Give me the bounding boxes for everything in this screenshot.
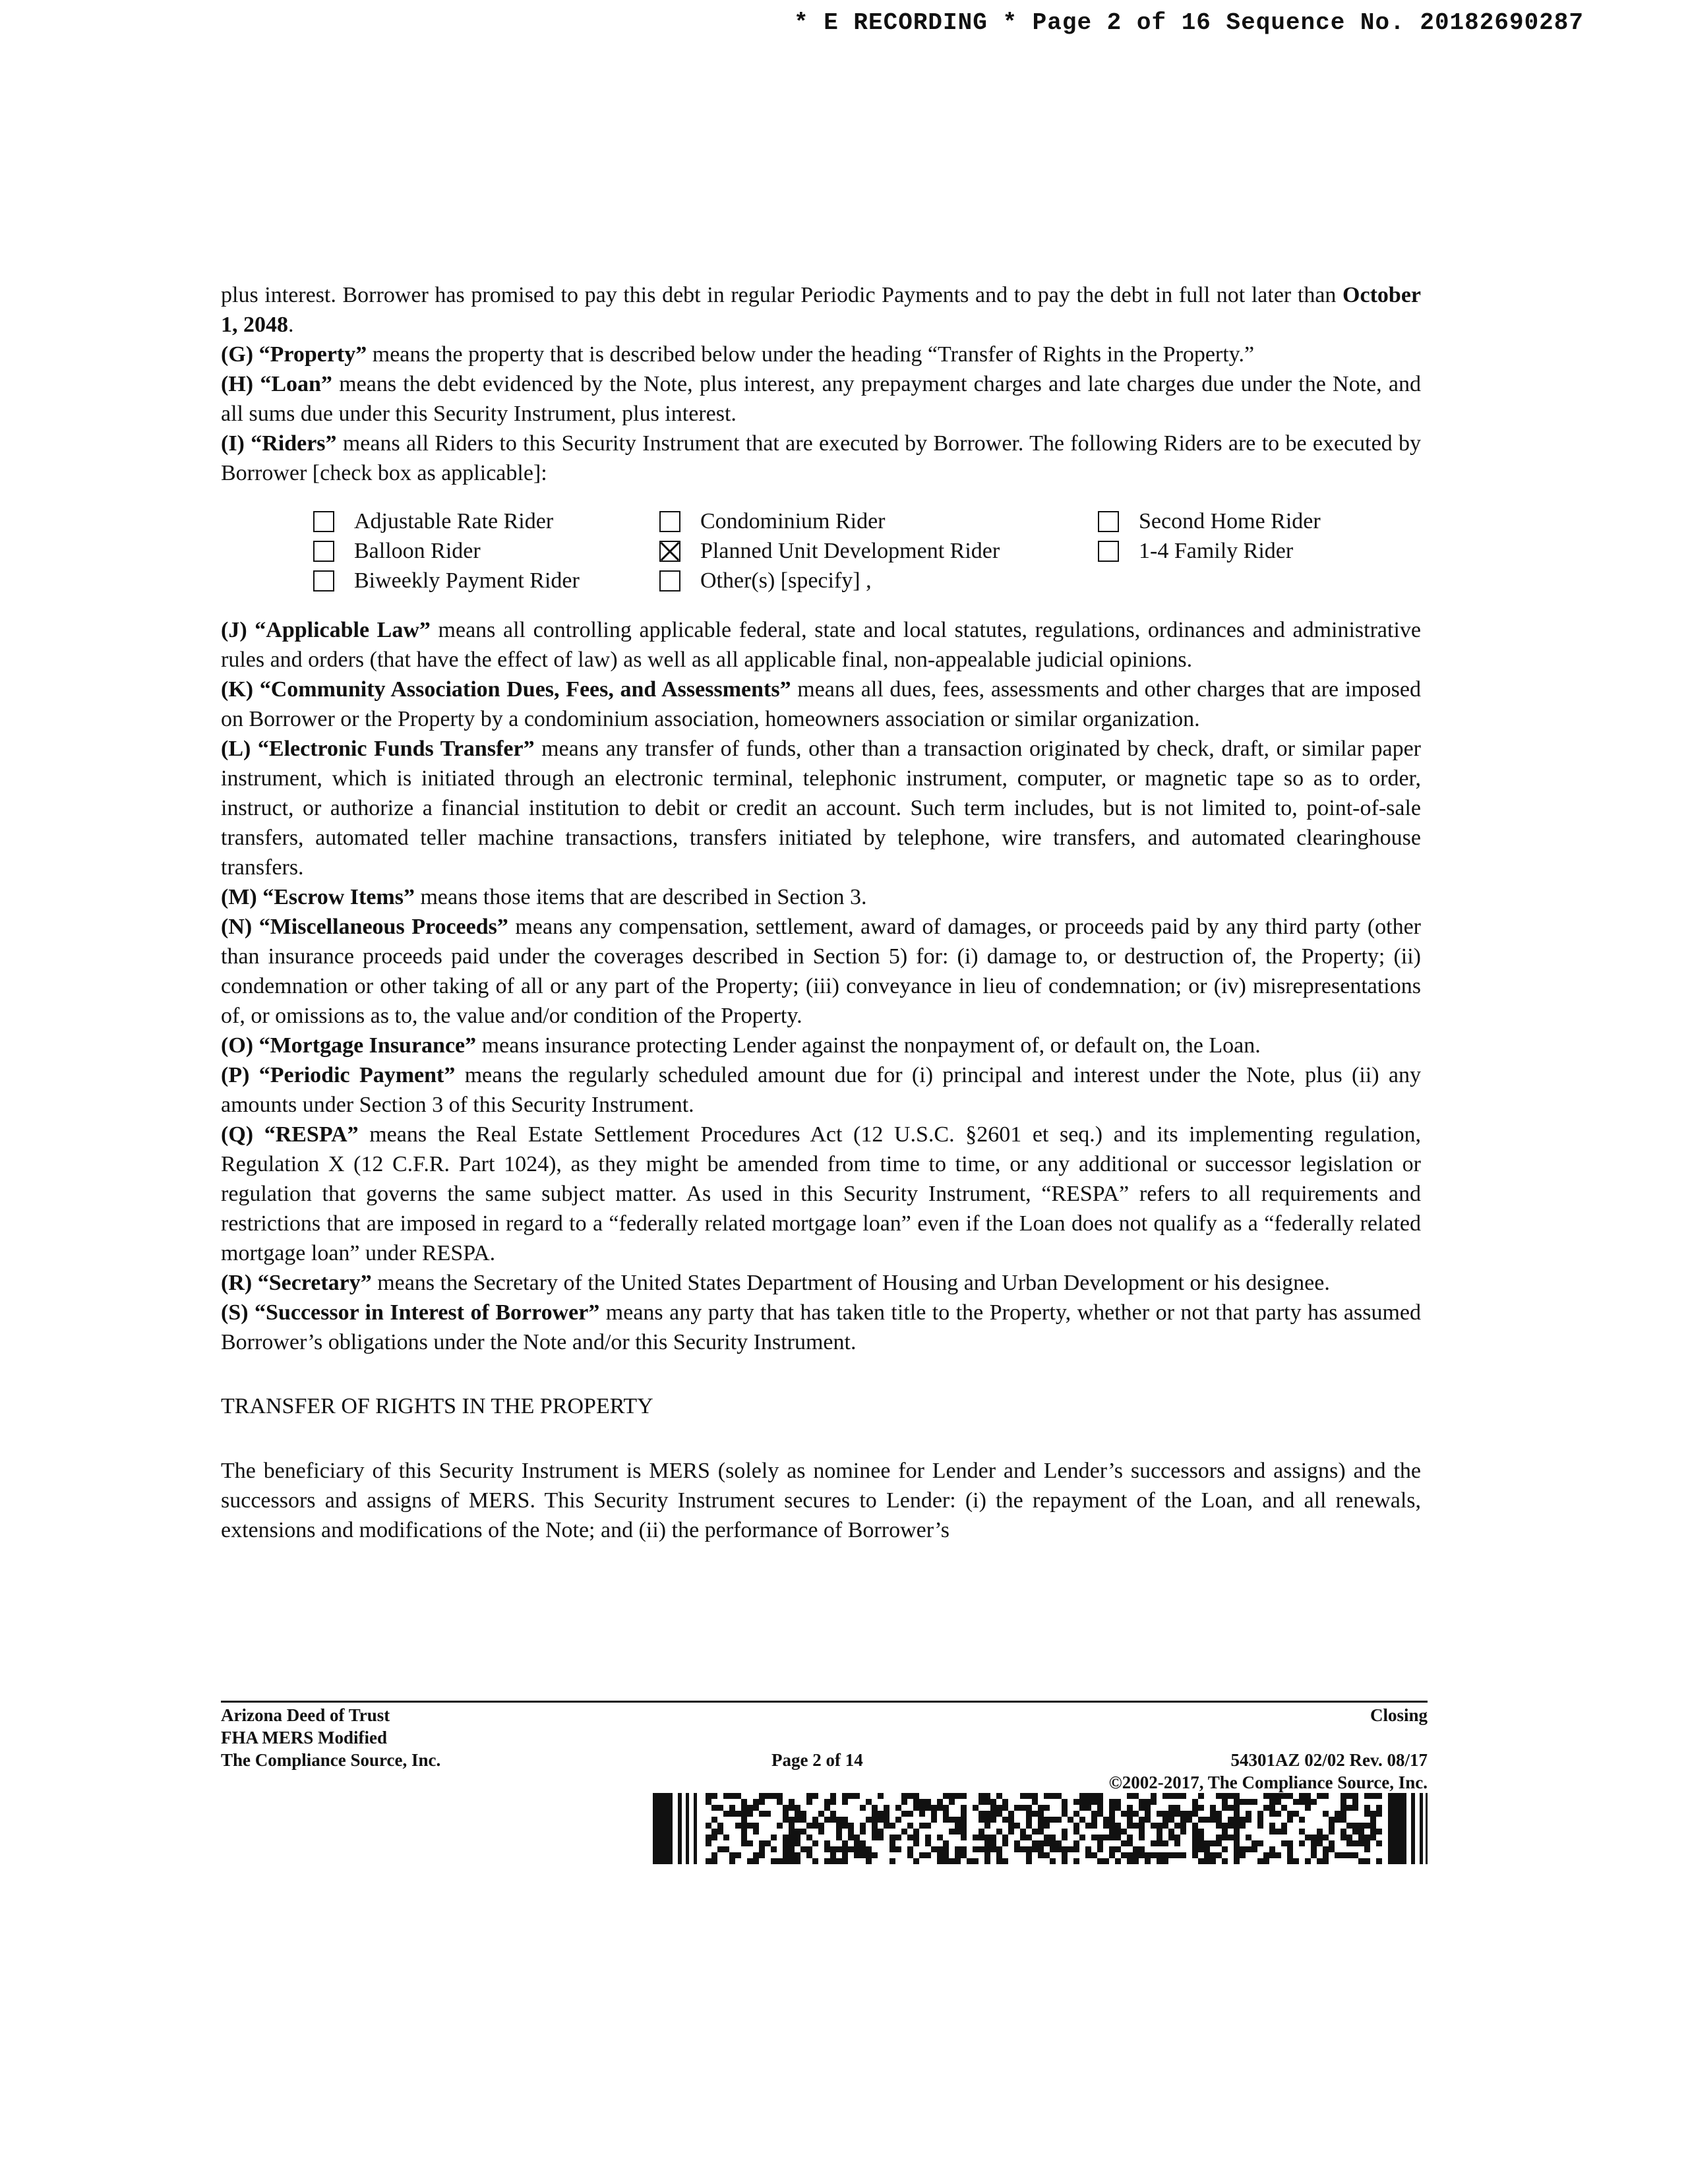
definition-text: means insurance protecting Lender against the nonpayment of, or default on, the Loan. [476, 1033, 1261, 1058]
paragraph-text: plus interest. Borrower has promised to pay this debt in regular Periodic Payments and to pay the debt in full not later than [221, 283, 1343, 307]
paragraph-f-continued [221, 280, 1421, 340]
definition-text: means the regularly scheduled amount due for (i) principal and interest under the Note, plus (ii) any amounts under Section 3 of this Security Instrument. [221, 1063, 1422, 1117]
definition-paragraph [221, 429, 1421, 488]
rider-label: Balloon Rider [354, 539, 481, 563]
definition-term: (P) “Periodic Payment” [221, 1063, 456, 1087]
definition-text: means the debt evidenced by the Note, plus interest, any prepayment charges and late charges due under the Note, and all sums due under this Security Instrument, plus interest. [221, 372, 1421, 426]
definition-paragraph [221, 675, 1421, 734]
rider-label: Second Home Rider [1139, 509, 1321, 533]
definition-paragraph [221, 1031, 1421, 1060]
transfer-paragraph: The beneficiary of this Security Instrument is MERS (solely as nominee for Lender and Lender’s successors and assigns) and the successors and assigns of MERS. This Security Instrument secures to Lender: (i) the repayment of the Loan, and all renewals, extensions and modifications of the Note; and (ii) the performance of Borrower’s [221, 1459, 1421, 1542]
rider-option[interactable] [313, 566, 659, 595]
definition-paragraph [221, 1298, 1421, 1357]
barcode-graphic [653, 1792, 1428, 1866]
definition-text: means all dues, fees, assessments and other charges that are imposed on Borrower or the Property by a condominium association, homeowners association or similar organization. [221, 677, 1422, 731]
footer-form-title: Arizona Deed of Trust [221, 1705, 390, 1725]
definition-text: means any transfer of funds, other than a transaction originated by check, draft, or similar paper instrument, which is initiated through an electronic terminal, telephonic instrument, computer, or magnetic tape so as to order, instruct, or authorize a financial institution to debit or credit an account. Such term includes, but is not limited to, point-of-sale transfers, automated teller machine transactions, transfers initiated by telephone, wire transfers, and automated clearinghouse transfers. [221, 737, 1421, 880]
rider-label: Biweekly Payment Rider [354, 568, 580, 593]
footer-closing-label: Closing [1370, 1705, 1428, 1725]
section-heading: TRANSFER OF RIGHTS IN THE PROPERTY [221, 1394, 653, 1418]
rider-option[interactable] [313, 536, 659, 566]
rider-option[interactable] [1098, 536, 1375, 566]
checkbox-icon[interactable] [659, 570, 680, 592]
rider-label: Condominium Rider [700, 509, 886, 533]
document-body [221, 280, 1421, 1545]
rider-label: Planned Unit Development Rider [700, 539, 1000, 563]
definition-paragraph [221, 1120, 1421, 1268]
checkbox-icon[interactable] [1098, 511, 1119, 532]
definitions-group-b [221, 615, 1421, 1357]
definition-text: means those items that are described in Section 3. [414, 885, 867, 909]
footer-publisher: The Compliance Source, Inc. [221, 1750, 441, 1770]
paragraph-text: . [288, 313, 294, 337]
definition-text: means any compensation, settlement, award of damages, or proceeds paid by any third party (other than insurance proceeds paid under the coverages described in Section 5) for: (i) damage to, or destruction of, the Property; (ii) condemnation or other taking of all or any part of the Property; (iii) conveyance in lieu of condemnation; or (iv) misrepresentations of, or omissions as to, the value and/or condition of the Property. [221, 915, 1421, 1028]
definition-text: means all Riders to this Security Instrument that are executed by Borrower. The following Riders are to be executed by Borrower [check box as applicable]: [221, 431, 1421, 485]
rider-label: Other(s) [specify] , [700, 568, 872, 593]
definition-term: (S) “Successor in Interest of Borrower” [221, 1300, 600, 1325]
definition-paragraph [221, 1268, 1421, 1298]
definition-text: means the property that is described below under the heading “Transfer of Rights in the Property.” [367, 342, 1255, 367]
definition-term: (O) “Mortgage Insurance” [221, 1033, 477, 1058]
definition-paragraph [221, 615, 1421, 675]
definition-paragraph [221, 882, 1421, 912]
footer-right [1109, 1704, 1428, 1794]
checkbox-icon[interactable] [313, 541, 334, 562]
rider-label: Adjustable Rate Rider [354, 509, 554, 533]
maturity-date: October 1, 2048 [221, 283, 1421, 337]
definition-term: (H) “Loan” [221, 372, 332, 396]
footer-form-subtitle: FHA MERS Modified [221, 1728, 388, 1747]
definition-paragraph [221, 734, 1421, 882]
riders-checklist [313, 506, 1421, 595]
definitions-group-a [221, 340, 1421, 488]
barcode [653, 1792, 1428, 1866]
definition-text: means any party that has taken title to the Property, whether or not that party has assumed Borrower’s obligations under the Note and/or this Security Instrument. [221, 1300, 1422, 1354]
rider-option[interactable] [313, 506, 659, 536]
definition-term: (N) “Miscellaneous Proceeds” [221, 915, 508, 939]
page-footer [221, 1704, 1428, 1796]
definition-text: means the Secretary of the United States Department of Housing and Urban Development or his designee. [371, 1271, 1330, 1295]
definition-text: means the Real Estate Settlement Procedures Act (12 U.S.C. §2601 et seq.) and its implementing regulation, Regulation X (12 C.F.R. Part 1024), as they might be amended from time to time, or any additional or successor legislation or regulation that governs the same subject matter. As used in this Security Instrument, “RESPA” refers to all requirements and restrictions that are imposed in regard to a “federally related mortgage loan” even if the Loan does not qualify as a “federally related mortgage loan” under RESPA. [221, 1122, 1422, 1265]
definition-term: (K) “Community Association Dues, Fees, and Assessments” [221, 677, 791, 702]
rider-label: 1-4 Family Rider [1139, 539, 1294, 563]
checkbox-icon[interactable] [659, 511, 680, 532]
definition-paragraph [221, 369, 1421, 429]
rider-option[interactable] [659, 566, 1098, 595]
definition-term: (G) “Property” [221, 342, 367, 367]
recording-header: * E RECORDING * Page 2 of 16 Sequence No. 20182690287 [794, 9, 1584, 36]
definition-paragraph [221, 340, 1421, 369]
definition-paragraph [221, 1060, 1421, 1120]
rider-option[interactable] [1098, 506, 1375, 536]
definition-paragraph [221, 912, 1421, 1031]
definition-term: (R) “Secretary” [221, 1271, 372, 1295]
definition-term: (I) “Riders” [221, 431, 337, 456]
checkbox-icon[interactable] [313, 511, 334, 532]
rider-option[interactable] [659, 506, 1098, 536]
definition-text: means all controlling applicable federal, state and local statutes, regulations, ordinances and administrative rules and orders (that have the effect of law) as well as all applicable final, non-appealable judicial opinions. [221, 618, 1421, 672]
footer-form-number: 54301AZ 02/02 Rev. 08/17 [1230, 1750, 1428, 1770]
footer-page-number: Page 2 of 14 [771, 1750, 863, 1770]
definition-term: (L) “Electronic Funds Transfer” [221, 737, 535, 761]
footer-rule [221, 1701, 1428, 1703]
rider-option[interactable] [659, 536, 1098, 566]
checkbox-icon[interactable] [313, 570, 334, 592]
footer-copyright: ©2002-2017, The Compliance Source, Inc. [1108, 1773, 1428, 1792]
definition-term: (M) “Escrow Items” [221, 885, 415, 909]
checked-checkbox-icon[interactable] [659, 541, 680, 562]
definition-term: (Q) “RESPA” [221, 1122, 359, 1147]
definition-term: (J) “Applicable Law” [221, 618, 431, 642]
checkbox-icon[interactable] [1098, 541, 1119, 562]
footer-left [221, 1704, 440, 1771]
